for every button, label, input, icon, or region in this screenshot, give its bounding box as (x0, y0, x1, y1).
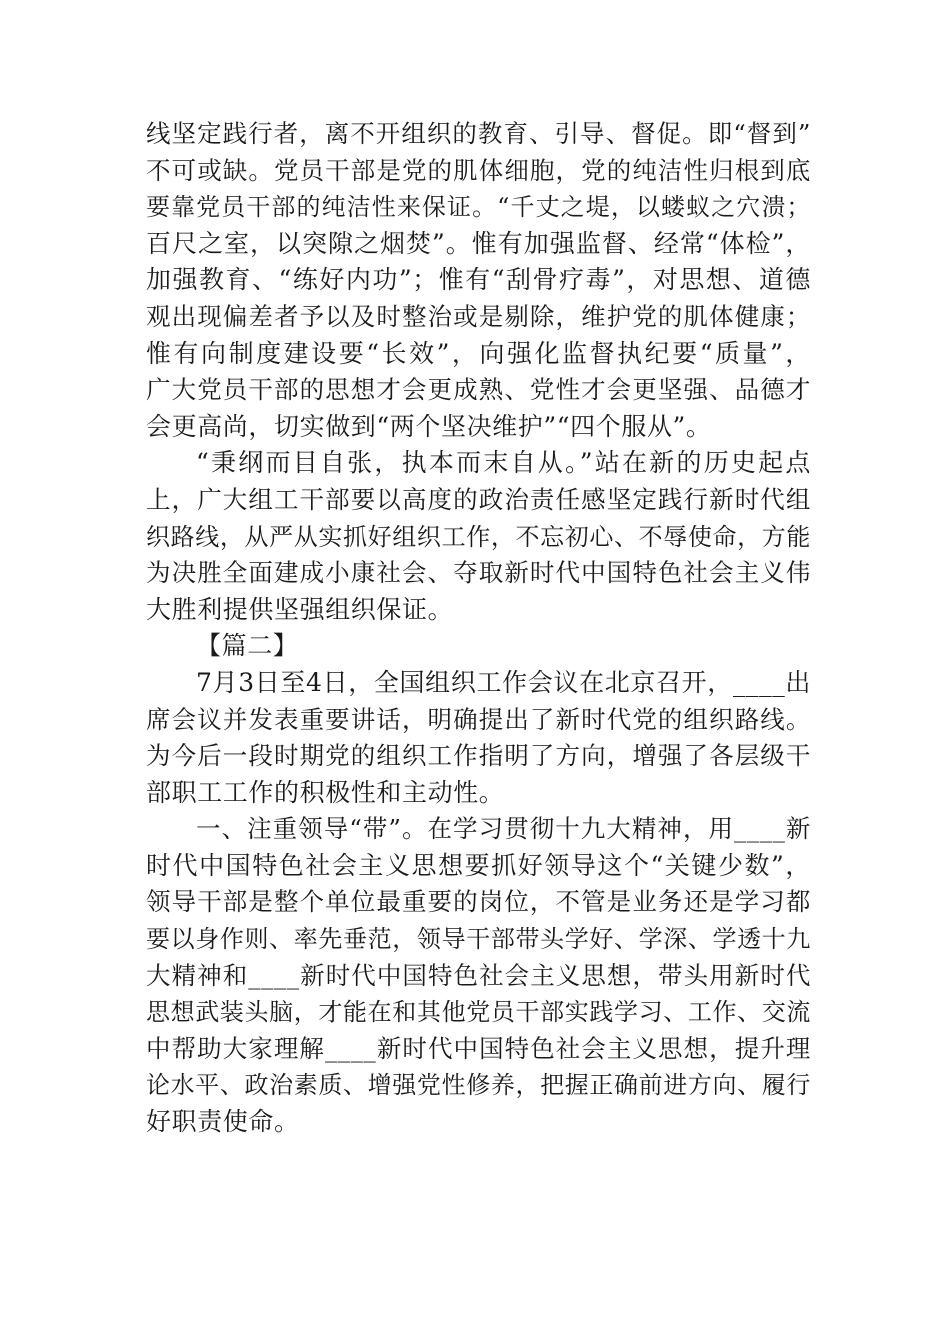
text-line: 广大党员干部的思想才会更成熟、党性才会更坚强、品德才 (146, 375, 811, 405)
paragraph-start-line: 7月3日至4日，全国组织工作会议在北京召开，____出 (196, 667, 811, 697)
text-line: 大精神和____新时代中国特色社会主义思想，带头用新时代 (146, 960, 811, 990)
text-line: 要以身作则、率先垂范，领导干部带头学好、学深、学透十九 (146, 925, 811, 954)
text-line: 席会议并发表重要讲话，明确提出了新时代党的组织路线。 (146, 704, 811, 734)
text-line: 不可或缺。党员干部是党的肌体细胞，党的纯洁性归根到底 (146, 155, 811, 185)
text-line: 为决胜全面建成小康社会、夺取新时代中国特色社会主义伟 (146, 558, 811, 588)
text-line: 领导干部是整个单位最重要的岗位，不管是业务还是学习都 (146, 887, 811, 917)
text-line: 大胜利提供坚强组织保证。 (146, 594, 454, 624)
text-line: 观出现偏差者予以及时整治或是剔除，维护党的肌体健康； (146, 301, 811, 331)
text-line: 会更高尚，切实做到“两个坚决维护”“四个服从”。 (146, 411, 712, 441)
text-line: 论水平、政治素质、增强党性修养，把握正确前进方向、履行 (146, 1071, 811, 1100)
text-line: 中帮助大家理解____新时代中国特色社会主义思想，提升理 (146, 1033, 811, 1063)
text-line: 加强教育、“练好内功”；惟有“刮骨疗毒”，对思想、道德 (146, 265, 811, 295)
text-line: 上，广大组工干部要以高度的政治责任感坚定践行新时代组 (146, 484, 811, 514)
text-line: 线坚定践行者，离不开组织的教育、引导、督促。即“督到” (146, 119, 811, 148)
text-line: 时代中国特色社会主义思想要抓好领导这个“关键少数”， (146, 850, 811, 880)
section-heading: 【篇二】 (196, 631, 299, 661)
text-line: 织路线，从严从实抓好组织工作，不忘初心、不辱使命，方能 (146, 522, 811, 551)
text-line: 好职责使命。 (146, 1107, 300, 1137)
text-line: 思想武装头脑，才能在和其他党员干部实践学习、工作、交流 (146, 998, 811, 1027)
paragraph-start-line: “秉纲而目自张，执本而末自从。”站在新的历史起点 (196, 448, 811, 478)
text-line: 惟有向制度建设要“长效”，向强化监督执纪要“质量”， (146, 338, 811, 368)
paragraph-start-line: 一、注重领导“带”。在学习贯彻十九大精神，用____新 (196, 814, 811, 844)
text-line: 为今后一段时期党的组织工作指明了方向，增强了各层级干 (146, 741, 811, 771)
text-line: 部职工工作的积极性和主动性。 (146, 777, 505, 807)
text-line: 百尺之室，以突隙之烟焚”。惟有加强监督、经常“体检”， (146, 228, 811, 258)
text-line: 要靠党员干部的纯洁性来保证。“千丈之堤，以蝼蚁之穴溃； (146, 193, 811, 222)
document-body (146, 116, 811, 1141)
